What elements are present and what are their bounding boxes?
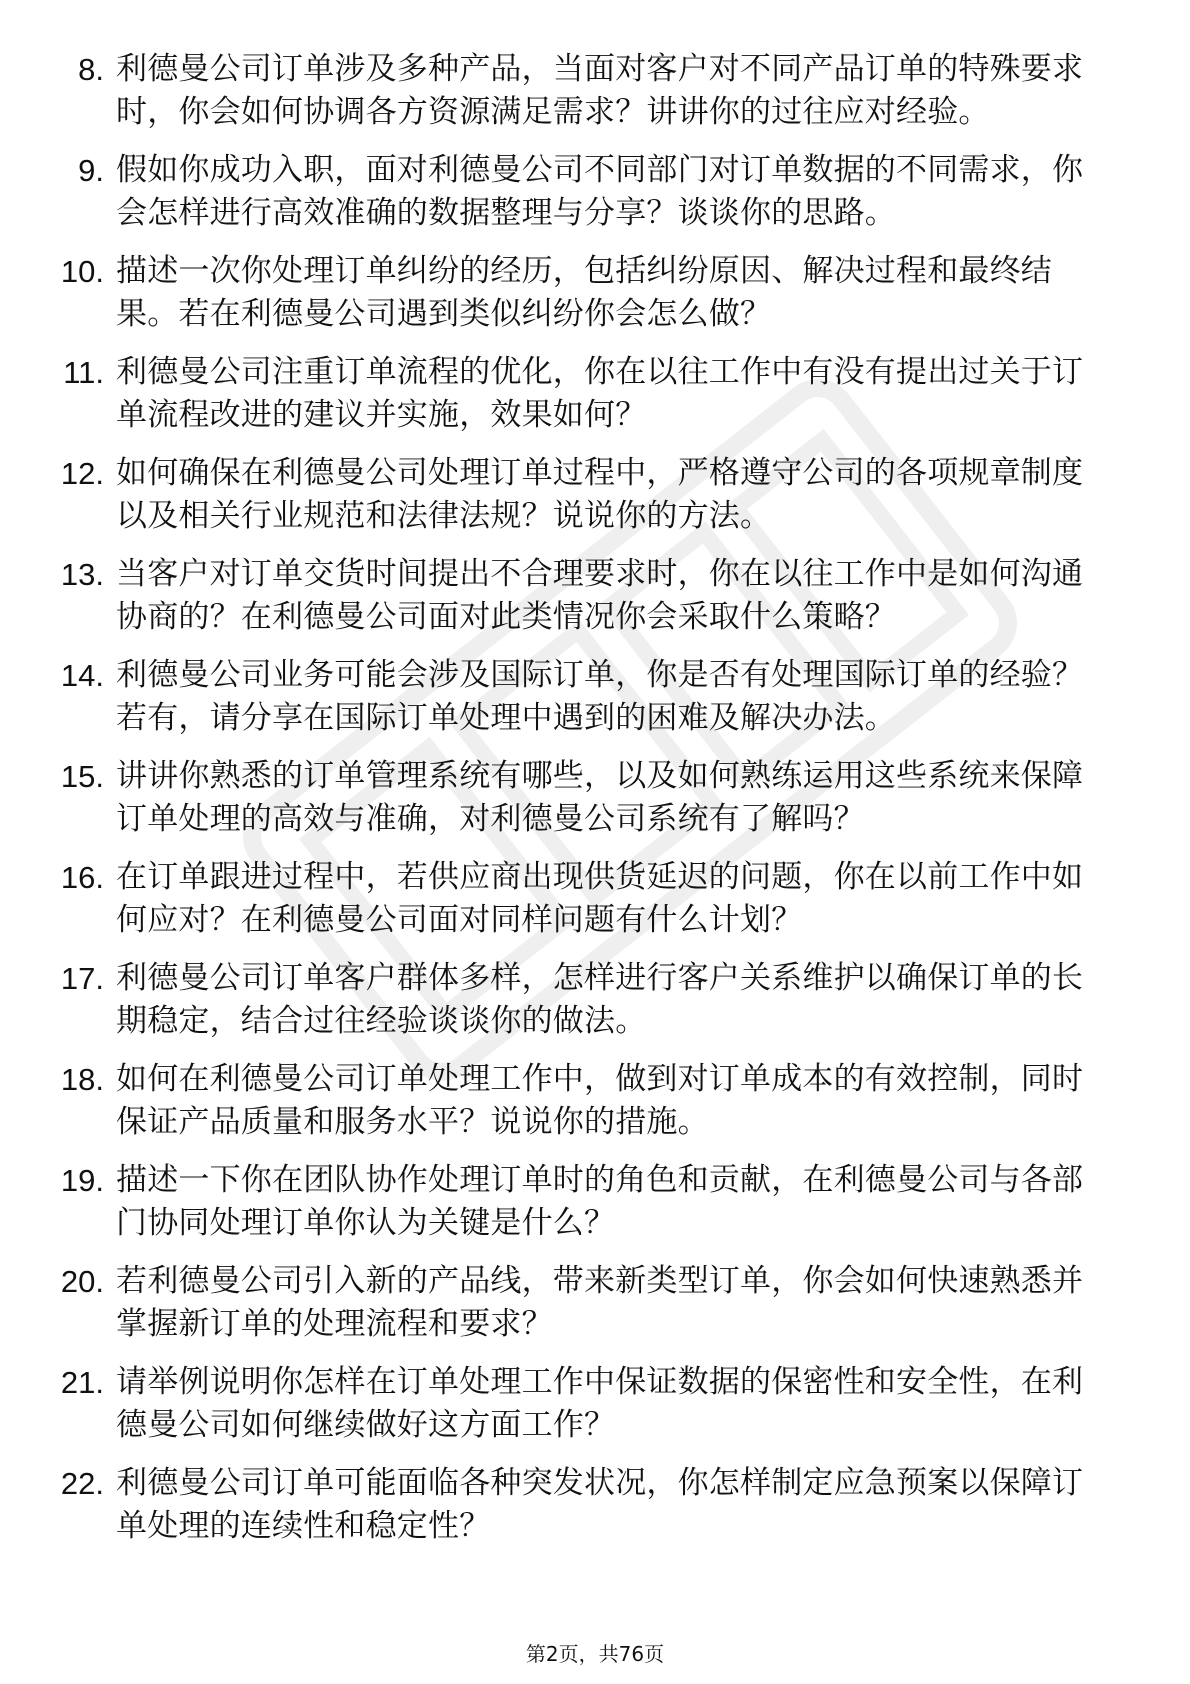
question-item [0, 351, 1190, 437]
question-item [0, 1058, 1190, 1144]
question-text: 利德曼公司订单可能面临各种突发状况，你怎样制定应急预案以保障订单处理的连续性和稳定性？ [116, 1465, 1084, 1544]
question-item [0, 654, 1190, 740]
question-text: 利德曼公司订单涉及多种产品，当面对客户对不同产品订单的特殊要求时，你会如何协调各方资源满足需求？讲讲你的过往应对经验。 [116, 51, 1084, 130]
question-number: 21. [60, 1365, 104, 1400]
question-number: 8. [78, 52, 104, 87]
question-text: 如何在利德曼公司订单处理工作中，做到对订单成本的有效控制，同时保证产品质量和服务水平？说说你的措施。 [116, 1061, 1084, 1140]
question-number: 22. [60, 1466, 104, 1501]
page-footer: 第2页，共76页 [525, 1642, 665, 1666]
question-item [0, 755, 1190, 841]
question-number: 14. [60, 658, 104, 693]
question-number: 20. [60, 1264, 104, 1299]
question-text: 利德曼公司注重订单流程的优化，你在以往工作中有没有提出过关于订单流程改进的建议并实施，效果如何？ [116, 354, 1084, 433]
question-number: 11. [63, 355, 104, 390]
question-item [0, 1361, 1190, 1447]
question-number: 13. [60, 557, 104, 592]
question-text: 在订单跟进过程中，若供应商出现供货延迟的问题，你在以前工作中如何应对？在利德曼公司面对同样问题有什么计划？ [116, 859, 1084, 938]
question-number: 9. [78, 153, 104, 188]
question-text: 描述一次你处理订单纠纷的经历，包括纠纷原因、解决过程和最终结果。若在利德曼公司遇到类似纠纷你会怎么做？ [116, 253, 1052, 332]
question-item [0, 48, 1190, 134]
question-number: 19. [60, 1163, 104, 1198]
question-text: 描述一下你在团队协作处理订单时的角色和贡献，在利德曼公司与各部门协同处理订单你认为关键是什么？ [116, 1162, 1084, 1241]
question-text: 当客户对订单交货时间提出不合理要求时，你在以往工作中是如何沟通协商的？在利德曼公司面对此类情况你会采取什么策略？ [116, 556, 1084, 635]
question-item [0, 553, 1190, 639]
question-text: 利德曼公司业务可能会涉及国际订单，你是否有处理国际订单的经验？若有，请分享在国际订单处理中遇到的困难及解决办法。 [116, 657, 1084, 736]
question-text: 假如你成功入职，面对利德曼公司不同部门对订单数据的不同需求，你会怎样进行高效准确的数据整理与分享？谈谈你的思路。 [116, 152, 1084, 231]
question-item [0, 250, 1190, 336]
question-number: 17. [60, 961, 104, 996]
question-number: 10. [60, 254, 104, 289]
question-number: 16. [60, 860, 104, 895]
question-text: 利德曼公司订单客户群体多样，怎样进行客户关系维护以确保订单的长期稳定，结合过往经验谈谈你的做法。 [116, 960, 1084, 1039]
question-item [0, 1462, 1190, 1548]
question-item [0, 452, 1190, 538]
question-item [0, 149, 1190, 235]
question-item [0, 1159, 1190, 1245]
question-number: 12. [60, 456, 104, 491]
question-number: 15. [60, 759, 104, 794]
question-text: 若利德曼公司引入新的产品线，带来新类型订单，你会如何快速熟悉并掌握新订单的处理流程和要求？ [116, 1263, 1084, 1342]
question-text: 讲讲你熟悉的订单管理系统有哪些，以及如何熟练运用这些系统来保障订单处理的高效与准确，对利德曼公司系统有了解吗？ [116, 758, 1084, 837]
question-text: 如何确保在利德曼公司处理订单过程中，严格遵守公司的各项规章制度以及相关行业规范和法律法规？说说你的方法。 [116, 455, 1084, 534]
question-item [0, 856, 1190, 942]
question-list [0, 48, 1190, 1563]
question-text: 请举例说明你怎样在订单处理工作中保证数据的保密性和安全性，在利德曼公司如何继续做好这方面工作？ [116, 1364, 1084, 1443]
question-number: 18. [60, 1062, 104, 1097]
question-item [0, 1260, 1190, 1346]
question-item [0, 957, 1190, 1043]
